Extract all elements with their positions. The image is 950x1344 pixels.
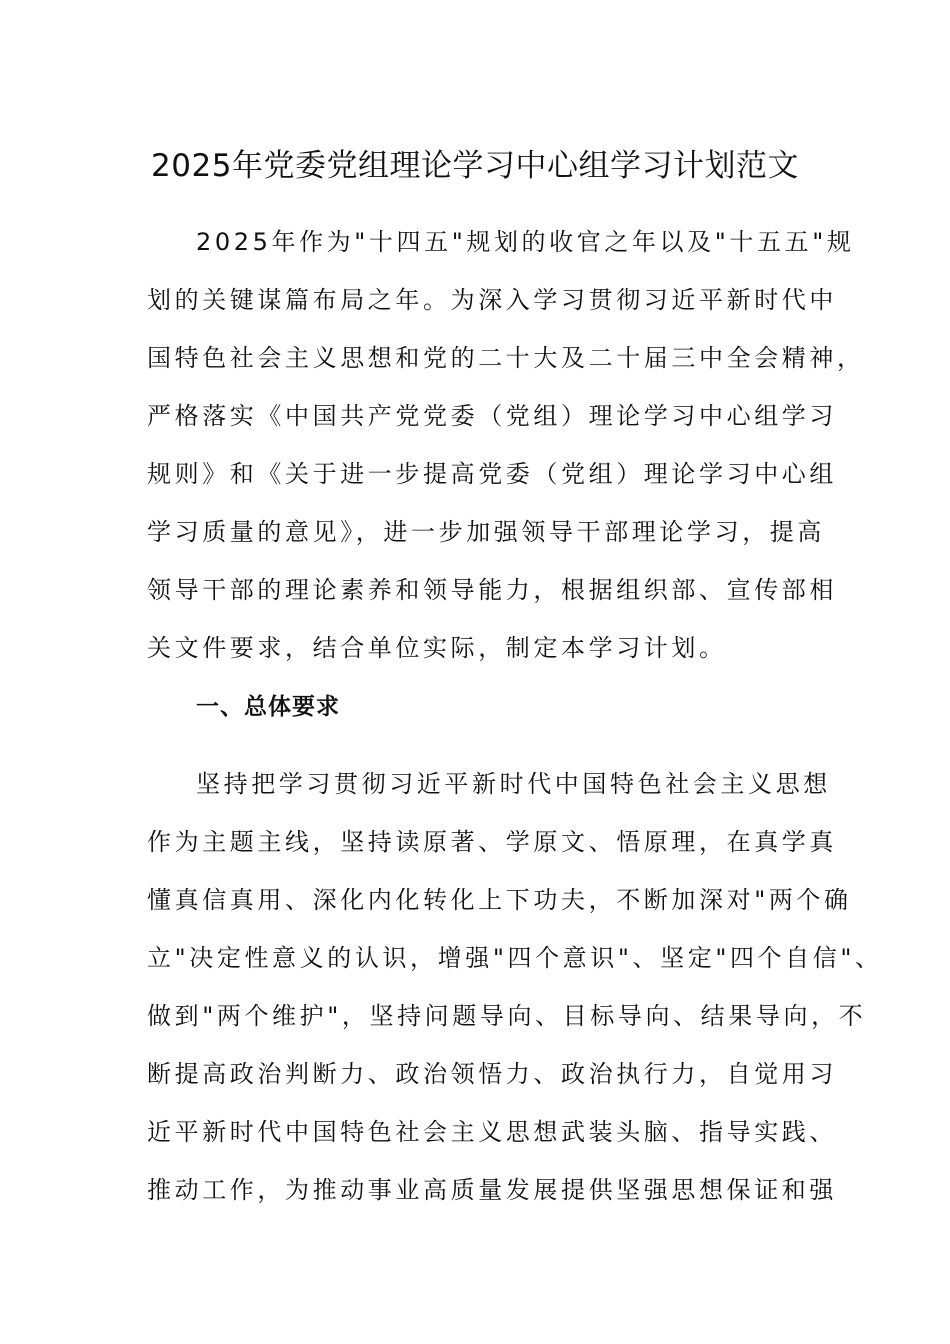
paragraph-line: 推动工作，为推动事业高质量发展提供坚强思想保证和强	[147, 1176, 837, 1204]
paragraph-line: 懂真信真用、深化内化转化上下功夫，不断加深对"两个确	[147, 886, 852, 914]
intro-paragraph	[147, 213, 865, 677]
document-title: 2025年党委党组理论学习中心组学习计划范文	[151, 148, 799, 184]
paragraph-line: 领导干部的理论素养和领导能力，根据组织部、宣传部相	[147, 576, 837, 604]
paragraph-line: 做到"两个维护"，坚持问题导向、目标导向、结果导向，不	[147, 1002, 867, 1030]
paragraph-line: 规则》和《关于进一步提高党委（党组）理论学习中心组	[147, 460, 837, 488]
paragraph-line: 关文件要求，结合单位实际，制定本学习计划。	[147, 634, 727, 662]
paragraph-line: 立"决定性意义的认识，增强"四个意识"、坚定"四个自信"、	[147, 944, 883, 972]
paragraph-line: 严格落实《中国共产党党委（党组）理论学习中心组学习	[147, 402, 837, 430]
paragraph-line: 断提高政治判断力、政治领悟力、政治执行力，自觉用习	[147, 1060, 837, 1088]
paragraph-line: 坚持把学习贯彻习近平新时代中国特色社会主义思想	[196, 770, 831, 798]
paragraph-line: 2025年作为"十四五"规划的收官之年以及"十五五"规	[196, 228, 855, 256]
section-heading: 一、总体要求	[196, 694, 340, 720]
requirements-paragraph	[147, 755, 883, 1219]
paragraph-line: 近平新时代中国特色社会主义思想武装头脑、指导实践、	[147, 1118, 837, 1146]
paragraph-line: 划的关键谋篇布局之年。为深入学习贯彻习近平新时代中	[147, 286, 837, 314]
paragraph-line: 学习质量的意见》，进一步加强领导干部理论学习，提高	[147, 518, 825, 546]
paragraph-line: 国特色社会主义思想和党的二十大及二十届三中全会精神，	[147, 344, 865, 372]
paragraph-line: 作为主题主线，坚持读原著、学原文、悟原理，在真学真	[147, 828, 837, 856]
